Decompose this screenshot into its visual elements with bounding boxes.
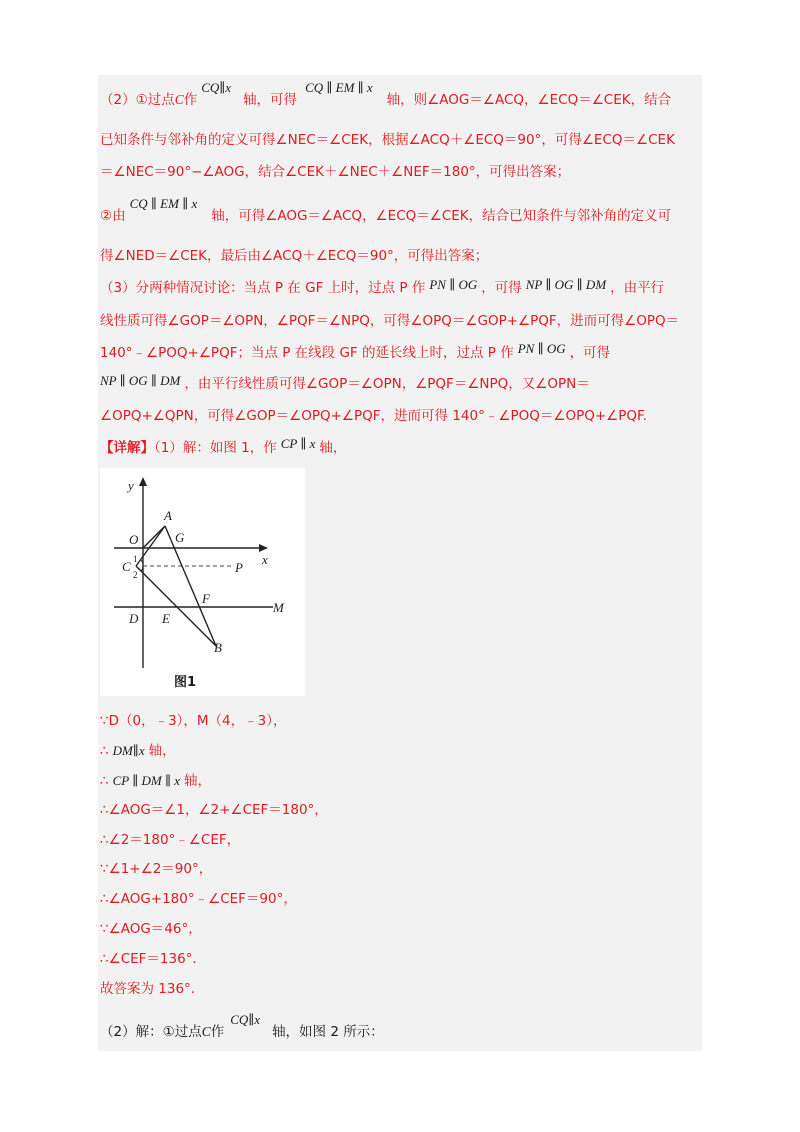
text: ，可得 (569, 345, 611, 361)
text: ∵D（0，﹣3），M（4，﹣3）， (100, 713, 287, 729)
figure-caption: 图1 (174, 675, 197, 690)
step-2 (100, 741, 176, 761)
analysis-line-8 (100, 343, 610, 363)
text: 轴，如图 2 所示： (272, 1024, 384, 1040)
math: C (174, 92, 184, 107)
label-y: y (128, 478, 134, 493)
analysis-line-10: ∠OPQ+∠QPN，可得∠GOP＝∠OPQ+∠PQF，进而可得 140°﹣∠POQ＝∠OPQ+∠PQF. (100, 408, 647, 424)
step-1 (100, 711, 287, 731)
text: ∴ (100, 773, 109, 789)
step-10: 故答案为 136°. (100, 981, 196, 997)
y-axis-arrow (139, 477, 147, 486)
math-formula: PN ∥ OG (429, 277, 478, 292)
analysis-line-7: 线性质可得∠GOP＝∠OPN，∠PQF＝∠NPQ，可得∠OPQ＝∠GOP+∠PQF，进而可得∠OPQ＝ (100, 313, 680, 329)
analysis-line-5: 得∠NED＝∠CEK，最后由∠ACQ＋∠ECQ＝90°，可得出答案； (100, 248, 489, 264)
text: 轴，可得 (243, 92, 298, 108)
label-angle-1: 1 (133, 554, 138, 564)
segment-ab (165, 526, 216, 646)
math-formula: PN ∥ OG (517, 341, 566, 356)
step-8: ∵∠AOG＝46°， (100, 921, 202, 937)
label-a: A (164, 508, 172, 523)
step-7: ∴∠AOG+180°﹣∠CEF＝90°， (100, 891, 297, 907)
math-formula: CQ ∥ EM ∥ x (305, 80, 373, 95)
figure-1-diagram (100, 468, 305, 696)
text: （2）解：①过点 (100, 1024, 202, 1040)
text: 140°﹣∠POQ+∠PQF；当点 P 在线段 GF 的延长线上时，过点 P 作 (100, 345, 514, 361)
figure-1 (100, 468, 305, 696)
text: 作 (210, 1024, 225, 1040)
label-o: O (129, 532, 139, 547)
text: 作 (183, 92, 198, 108)
text: ∴ (100, 743, 109, 759)
step-9: ∴∠CEF＝136°. (100, 951, 197, 967)
math-formula: NP ∥ OG ∥ DM (525, 277, 607, 292)
text: （1）解：如图 1，作 (154, 440, 277, 456)
math-formula: DM∥x (112, 743, 145, 758)
text: 轴， (148, 743, 176, 759)
label-e: E (162, 611, 170, 626)
math-formula: CP ∥ DM ∥ x (112, 773, 180, 788)
text: 轴， (183, 773, 211, 789)
analysis-line-1 (100, 80, 672, 110)
text: （3）分两种情况讨论：当点 P 在 GF 上时，过点 P 作 (100, 280, 426, 296)
segment-ca (136, 526, 165, 566)
label-b: B (214, 640, 222, 655)
math-formula: CQ ∥ EM ∥ x (129, 196, 198, 211)
label-p: P (235, 560, 243, 575)
text: 轴，则∠AOG＝∠ACQ，∠ECQ＝∠CEK，结合 (386, 92, 672, 108)
label-m: M (273, 600, 284, 615)
label-angle-2: 2 (133, 570, 138, 580)
text: （2）①过点 (100, 92, 175, 108)
segment-oa (143, 526, 165, 548)
label-f: F (202, 591, 210, 606)
math-formula: CQ∥x (201, 80, 232, 95)
text: ，可得 (481, 280, 522, 296)
x-axis-arrow (259, 544, 268, 552)
text: ，由平行 (610, 280, 665, 296)
label-g: G (175, 530, 185, 545)
step-6: ∵∠1+∠2＝90°， (100, 861, 213, 877)
step-4: ∴∠AOG＝∠1，∠2+∠CEF＝180°， (100, 802, 328, 818)
label-d: D (129, 611, 139, 626)
math-formula: CP ∥ x (280, 436, 316, 451)
math: C (201, 1024, 211, 1039)
step-5: ∴∠2＝180°﹣∠CEF， (100, 832, 241, 848)
label-x: x (262, 552, 268, 567)
detail-heading: 【详解】 (100, 440, 154, 456)
segment-cb (136, 566, 216, 646)
math-formula: NP ∥ OG ∥ DM (100, 373, 181, 388)
analysis-line-2: 已知条件与邻补角的定义可得∠NEC＝∠CEK，根据∠ACQ＋∠ECQ＝90°，可得∠ECQ＝∠CEK (100, 132, 675, 148)
analysis-line-3: ＝∠NEC＝90°−∠AOG，结合∠CEK＋∠NEC＋∠NEF＝180°，可得出答案； (100, 164, 571, 180)
analysis-line-4 (100, 196, 672, 226)
step-11 (100, 1012, 384, 1042)
text: ，由平行线性质可得∠GOP＝∠OPN，∠PQF＝∠NPQ，又∠OPN＝ (184, 376, 590, 392)
detail-heading-line (100, 438, 346, 458)
text: ②由 (100, 208, 126, 224)
text: 轴，可得∠AOG＝∠ACQ，∠ECQ＝∠CEK，结合已知条件与邻补角的定义可 (211, 208, 672, 224)
analysis-line-6 (100, 278, 664, 298)
label-c: C (122, 559, 131, 574)
text: 轴， (319, 440, 347, 456)
step-3 (100, 771, 211, 791)
analysis-line-9 (100, 374, 590, 394)
math-formula: CQ∥x (230, 1012, 261, 1027)
